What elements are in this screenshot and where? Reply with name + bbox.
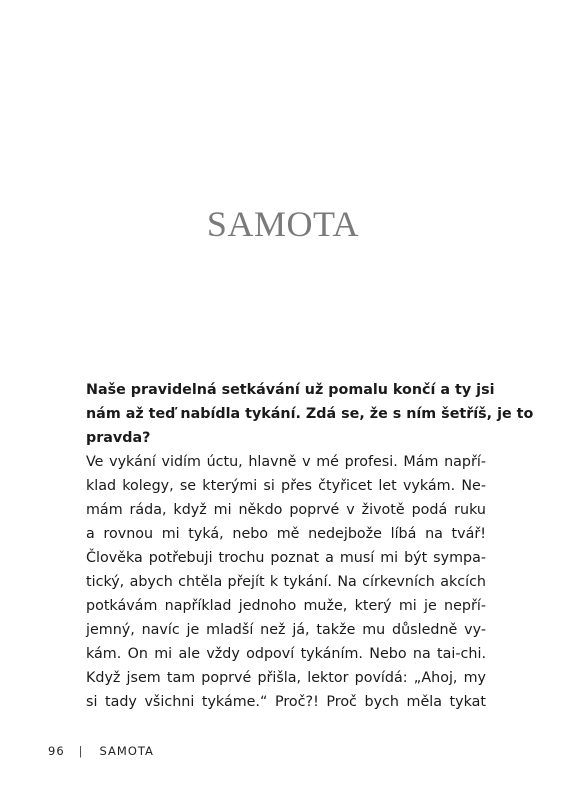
- answer-line: mám ráda, když mi někdo poprvé v životě podá ruku: [86, 502, 486, 518]
- page-footer: [48, 744, 154, 758]
- answer-line: jemný, navíc je mladší než já, takže mu důsledně vy-: [86, 622, 486, 638]
- answer-line: Člověka potřebuji trochu poznat a musí mi být sympa-: [86, 550, 486, 566]
- page-number: 96: [48, 744, 65, 758]
- question-line: Naše pravidelná setkávání už pomalu končí a ty jsi: [86, 382, 495, 398]
- running-title: SAMOTA: [99, 744, 154, 758]
- question-line: nám až teď nabídla tykání. Zdá se, že s ním šetříš, je to: [86, 406, 534, 422]
- question-line: pravda?: [86, 430, 151, 446]
- answer-line: klad kolegy, se kterými si přes čtyřicet let vykám. Ne-: [86, 478, 486, 494]
- answer-line: kám. On mi ale vždy odpoví tykáním. Nebo na tai-chi.: [86, 646, 486, 662]
- answer-line: potkávám například jednoho muže, který mi je nepří-: [86, 598, 486, 614]
- chapter-title: SAMOTA: [206, 204, 360, 244]
- body-text: [86, 378, 534, 714]
- answer-line: si tady všichni tykáme.“ Proč?! Proč bych měla tykat: [86, 694, 486, 710]
- answer-line: a rovnou mi tyká, nebo mě nedejbože líbá na tvář!: [86, 526, 486, 542]
- answer-line: Když jsem tam poprvé přišla, lektor povídá: „Ahoj, my: [86, 670, 486, 686]
- answer-line: Ve vykání vidím úctu, hlavně v mé profesi. Mám napří-: [86, 454, 486, 470]
- answer-line: tický, abych chtěla přejít k tykání. Na církevních akcích: [86, 574, 486, 590]
- footer-separator: |: [78, 744, 84, 758]
